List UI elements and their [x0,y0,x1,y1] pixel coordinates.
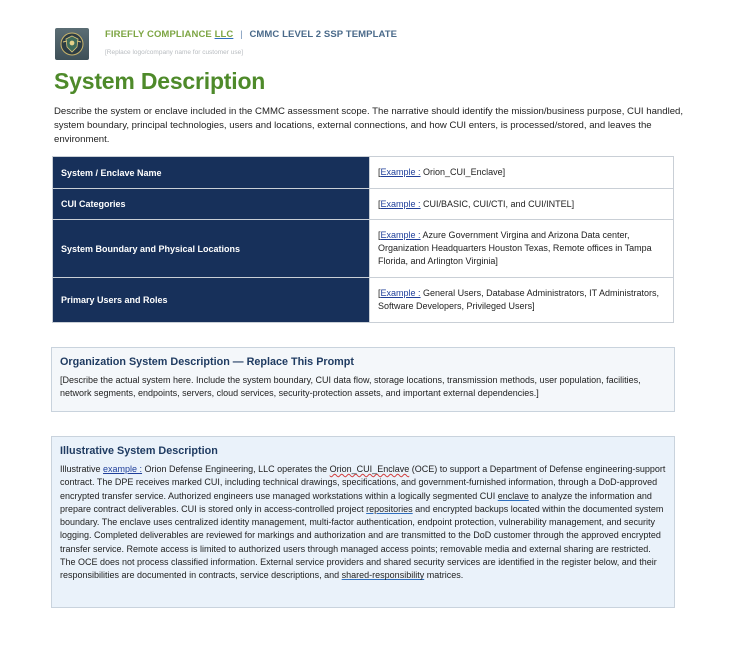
repositories-word: repositories [366,503,413,514]
body-text: and encrypted backups located within the documented system boundary. The enclave uses centralized identity management, multi-factor authentication, endpoint protection, vulnerability management, and security logging. Completed deliverables are reviewed for markings and authorization and are transmitted to the DoD customer through the approved encrypted transfer service. Remote access is limited to authorized users through managed access points; removable media and external sharing are restricted. The OCE does not process classified information. External service providers and shared security services are identified in the register below, and their responsibilities are documented in contracts, service descriptions, and [60,503,664,581]
example-label: Example : [380,230,421,240]
row-value[interactable]: [Example : Orion_CUI_Enclave] [370,157,674,189]
system-info-table [52,156,674,323]
body-text: Illustrative [60,464,104,474]
row-label: CUI Categories [53,189,370,220]
row-label: Primary Users and Roles [53,278,370,323]
page-title: System Description [54,68,266,94]
table-row [53,220,674,278]
row-value-text: CUI/BASIC, CUI/CTI, and CUI/INTEL] [420,198,575,209]
prompt-box-title: Organization System Description — Replace This Prompt [60,356,354,368]
example-label: Example : [380,167,421,177]
body-text: matrices. [424,570,464,581]
row-value-text: Azure Government Virgina and Arizona Data center, Organization Headquarters Houston Texas, Remote offices in Tampa Florida, and Arlington Virginia] [378,230,652,266]
table-row [53,189,674,220]
template-name: CMMC LEVEL 2 SSP TEMPLATE [249,29,398,40]
body-text: to analyze the information and prepare contract deliverables. CUI is stored only in access-controlled project [60,490,652,514]
illustrative-box-body[interactable] [60,463,666,583]
example-label: Example : [380,288,421,298]
header-separator: | [240,29,243,40]
row-value-text: Orion_CUI_Enclave] [420,167,506,177]
table-row [53,157,674,189]
prompt-box [51,347,675,412]
enclave-word: enclave [497,490,529,501]
shield-emblem-icon [55,28,89,60]
row-value[interactable]: [Example : General Users, Database Administrators, IT Administrators, Software Developers, Privileged Users] [370,278,674,323]
row-value[interactable]: [Example : CUI/BASIC, CUI/CTI, and CUI/INTEL] [370,189,674,220]
table-row [53,278,674,323]
row-value[interactable]: [Example : Azure Government Virgina and Arizona Data center, Organization Headquarters Houston Texas, Remote offices in Tampa Florida, and Arlington Virginia] [370,220,674,278]
row-value-text: General Users, Database Administrators, IT Administrators, Software Developers, Privileged Users] [378,288,659,311]
example-label: Example : [380,198,421,209]
company-name: FIREFLY COMPLIANCE [105,29,215,40]
body-text: Orion Defense Engineering, LLC operates the [142,464,330,474]
illustrative-box [51,436,675,608]
shared-responsibility-word: shared-responsibility [341,570,425,581]
prompt-box-body[interactable]: [Describe the actual system here. Include the system boundary, CUI data flow, storage locations, transmission methods, user population, facilities, network segments, endpoints, servers, cloud services, security-protection assets, and important external dependencies.] [60,375,641,399]
body-text: (OCE) to support a Department of Defense engineering-support contract. The DPE receives marked CUI, including technical drawings, specifications, and government-furnished information, through a DoD-approved encrypted transfer service. Authorized engineers use managed workstations within a logically segmented CUI [60,464,666,501]
row-label: System Boundary and Physical Locations [53,220,370,278]
enclave-name: Orion_CUI_Enclave [329,464,410,474]
row-label: System / Enclave Name [53,157,370,189]
replace-logo-note: [Replace logo/company name for customer use] [105,49,244,56]
example-label: example : [103,464,143,474]
intro-paragraph: Describe the system or enclave included in the CMMC assessment scope. The narrative should identify the mission/business purpose, CUI handled, system boundary, principal technologies, users and locations, external connections, and how CUI enters, is processed/stored, and leaves the environment. [54,106,684,145]
illustrative-box-title: Illustrative System Description [60,445,218,457]
company-header [105,29,397,40]
company-suffix: LLC [214,29,234,40]
